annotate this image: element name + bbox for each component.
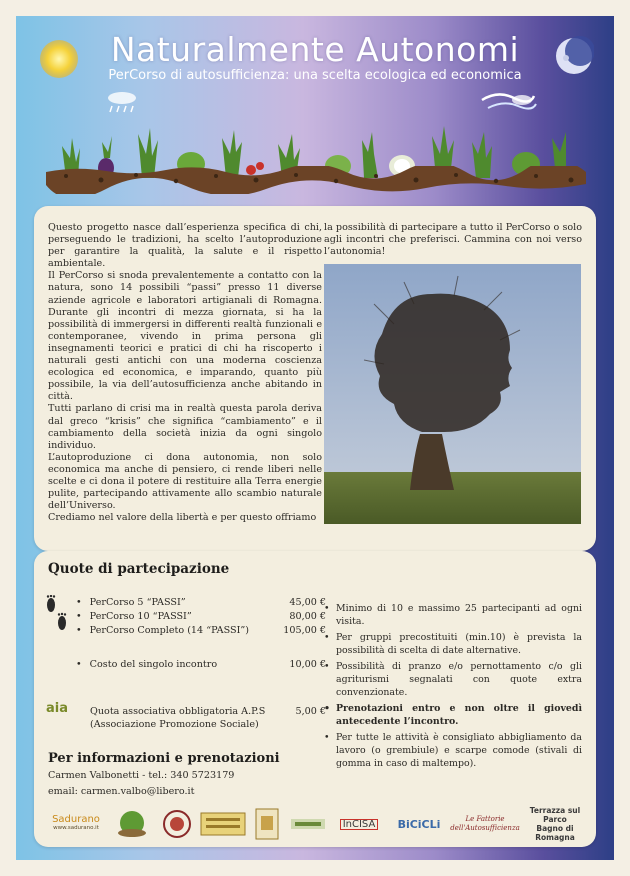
price-list [76, 596, 326, 638]
soil-illustration [46, 166, 586, 194]
price-row [76, 658, 326, 672]
note-item: • Minimo di 10 e massimo 25 partecipanti ad ogni visita. [324, 603, 582, 628]
intro-panel [34, 206, 596, 551]
aia-logo: aia [46, 701, 69, 716]
note-item: • Prenotazioni entro e non oltre il giovedì antecedente l’incontro. [324, 703, 582, 728]
terrazza-logo: Terrazza sul Parco Bagno di Romagna [529, 806, 581, 842]
page-title: Naturalmente Autonomi [110, 30, 520, 69]
quotes-title: Quote di partecipazione [48, 561, 230, 577]
price-row [76, 624, 326, 638]
partner-logo-4 [254, 807, 280, 841]
footprints-icon [44, 595, 70, 639]
intro-paragraph: la possibilità di partecipare a tutto il PerCorso o solo agli incontri che preferisci. Cammina con noi verso l’autonomia! [324, 222, 582, 258]
incisa-logo: InCISA [332, 807, 386, 841]
note-item: • Possibilità di pranzo e/o pernottamento c/o gli agriturismi segnalati con quote extra convenzionate. [324, 661, 582, 699]
contact-email[interactable]: email: carmen.valbo@libero.it [48, 786, 195, 797]
fattorie-logo: Le Fattorie dell'Autosufficienza [450, 815, 520, 832]
single-price [76, 658, 326, 672]
partner-logo-2 [160, 807, 194, 841]
price-label: • Costo del singolo incontro [76, 658, 217, 672]
intro-paragraph: Questo progetto nasce dall’esperienza specifica di chi, perseguendo le tradizioni, ha scelto l’autoproduzione per garantire la qualità, la salute e il rispetto ambientale. [48, 222, 322, 270]
notes-list [324, 603, 582, 774]
partner-logo-3 [200, 807, 246, 841]
price-row [76, 610, 326, 624]
note-item: • Per gruppi precostituiti (min.10) è prevista la possibilità di scelta di date alternative. [324, 632, 582, 657]
price-value: 10,00 € [289, 659, 326, 670]
sadurano-logo: Sadurano www.sadurano.it [52, 814, 100, 831]
wind-icon [478, 80, 538, 116]
sponsor-logos [48, 807, 588, 841]
price-value: 105,00 € [283, 625, 326, 636]
price-label: • PerCorso 5 “PASSI” [76, 596, 186, 610]
rain-cloud-icon [104, 88, 140, 116]
quotes-panel [34, 551, 596, 847]
association-label: Quota associativa obbligatoria A.P.S [90, 706, 266, 717]
header [16, 16, 614, 191]
poster [16, 16, 614, 860]
intro-paragraph: Il PerCorso si snoda prevalentemente a contatto con la natura, sono 14 possibili “passi” presso 11 diverse aziende agricole e laboratori artigianali di Romagna. Durante gli incontri di mezza giornata, si ha la possibilità di immergersi in differenti realtà funzionali e contemporanee, vivendo in prima persona gli insegnamenti teorici e pratici di chi ha riscoperto i naturali gesti antichi con una moderna coscienza ecologica ed economica, e imparando, quanto più possibile, la via dell’autosufficienza anche abitando in città. [48, 270, 322, 403]
price-label: • PerCorso 10 “PASSI” [76, 610, 192, 624]
partner-logo-5 [290, 807, 326, 841]
association-fee [90, 705, 326, 731]
association-detail: (Associazione Promozione Sociale) [90, 719, 259, 730]
partner-logo-1 [110, 807, 154, 841]
intro-paragraph: Tutti parlano di crisi ma in realtà questa parola deriva dal greco “krisis” che significa “cambiamento” e il cambiamento della società inizia da ogni singolo individuo. [48, 403, 322, 451]
intro-left-column [48, 222, 322, 524]
intro-paragraph: L’autoproduzione ci dona autonomia, non solo economica ma anche di pensiero, ci rende liberi nelle scelte e ci dona il potere di restituire alla Terra energie pulite, partecipando attivamente allo scambio naturale dell’Universo. [48, 451, 322, 512]
price-value: 80,00 € [289, 611, 326, 622]
price-row [76, 596, 326, 610]
intro-paragraph: Crediamo nel valore della libertà e per questo offriamo [48, 512, 317, 524]
intro-right-column [324, 222, 582, 258]
contact-title: Per informazioni e prenotazioni [48, 751, 280, 766]
page-subtitle: PerCorso di autosufficienza: una scelta ecologica ed economica [108, 68, 522, 83]
association-price: 5,00 € [295, 706, 326, 717]
contact-phone: Carmen Valbonetti - tel.: 340 5723179 [48, 770, 235, 781]
tree-head-photo [324, 264, 581, 524]
price-value: 45,00 € [289, 597, 326, 608]
biciclo-logo: BiCiCLi [397, 817, 441, 831]
note-item: • Per tutte le attività è consigliato abbigliamento da lavoro (o grembiule) e scarpe comode (stivali di gomma in caso di maltempo). [324, 732, 582, 770]
price-label: • PerCorso Completo (14 “PASSI”) [76, 624, 249, 638]
